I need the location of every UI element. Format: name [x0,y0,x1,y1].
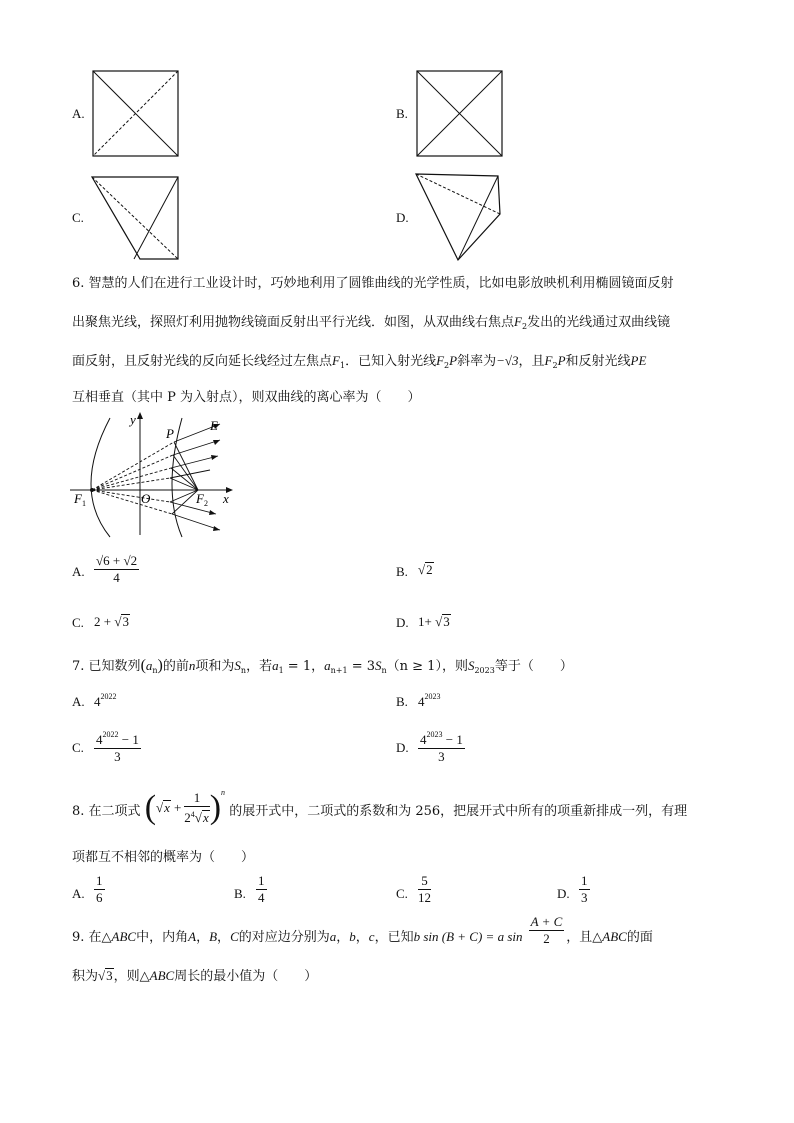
q9-a-lower: a [329,929,337,944]
q9-b-lower: b [349,929,356,944]
q8-d-num: 1 [581,873,588,888]
q6-hyperbola-figure [70,410,240,540]
q9-a-upper: A [188,929,197,944]
q6-f1: F [332,353,340,368]
q5-figure-a [92,70,180,158]
q9-c-upper: C [230,929,239,944]
q6-option-a-den: 4 [113,570,120,585]
q7-d-base: 4 [420,732,427,747]
q9-t6: 的面 [626,930,653,945]
q7-t5: 等于（ ） [494,659,573,674]
q9-rad3: 3 [106,968,113,983]
q9-b-upper: B [209,929,218,944]
q7-a-exp: 2022 [100,692,117,701]
q7-a1: a [272,658,279,673]
q8-a-num: 1 [96,873,103,888]
q6-option-a-label[interactable]: A. [72,564,85,579]
q6-option-b-value: √2 [418,562,433,577]
q7-n: n [188,658,196,673]
q9-text-2a: 积为 [72,969,99,984]
q7-t3: 项和为 [195,659,235,674]
q7-an-sub: n [152,666,158,675]
q6-option-d-value: 1+ √3 [418,614,450,629]
q7-option-a-value [94,692,117,710]
q6-option-a-value [94,553,139,586]
q9-abc-b: ABC [602,929,627,944]
q7-b-exp: 2023 [424,692,441,701]
q7-c-exp: 2022 [102,730,119,739]
q8-option-a-label[interactable]: A. [72,886,85,901]
q7-a1-sub: 1 [278,666,284,675]
q6-text-2b: 发出的光线通过双曲线镜 [527,315,671,330]
q9-t2: 中，内角 [136,930,189,945]
q8-root4: 4 [190,810,195,819]
q6-option-a-num: √6 + √2 [96,553,138,568]
q6-line-2 [72,312,732,337]
q7-sn: S [234,658,241,673]
q6-fig-x: x [223,491,229,506]
q5-option-d-label[interactable]: D. [396,210,409,225]
q6-fig-f1-sub: 1 [82,499,86,508]
q6-text-2a: 出聚焦光线，探照灯利用抛物线镜面反射出平行光线．如图，从双曲线右焦点 [72,315,515,330]
q6-text-3e: 和反射光线 [565,354,631,369]
q8-t2: 的展开式中，二项式的系数和为 256，把展开式中所有的项重新排成一列，有理 [229,804,688,819]
q9-text-2b: ，则△ [113,969,150,984]
q8-rad-x: x [164,800,170,815]
q5-option-c-label[interactable]: C. [72,210,84,225]
q8-option-c-label[interactable]: C. [396,886,408,901]
q6-fig-f2-sub: 2 [204,499,208,508]
q8-binomial: (√x + $\frac{1}{2^4√x}$ )$^n$ [144,788,226,826]
q7-t1: 已知数列 [88,659,141,674]
q7-an1-sub: n+1 [330,666,348,675]
q6-fig-o: O [141,491,151,506]
q9-t1: 在△ [88,930,112,945]
q7-option-d-value [418,727,465,765]
q7-option-a-label[interactable]: A. [72,694,85,709]
q8-fnum: 1 [184,790,209,807]
q9-abc-c: ABC [149,968,175,983]
q6-option-b-label[interactable]: B. [396,564,408,579]
q6-option-c-label[interactable]: C. [72,615,84,630]
q6-line-1 [72,274,732,294]
q7-option-c-value [94,727,141,765]
q7-a-base: 4 [94,694,101,709]
q7-cond: （n ≥ 1），则 [386,659,468,674]
q6-f2-b: F [436,353,445,368]
q7-option-d-label[interactable]: D. [396,740,409,755]
q9-fraction [529,914,565,947]
q7-number: 7. [72,659,85,674]
q9-t4: ，已知 [374,930,414,945]
q8-option-b-label[interactable]: B. [234,886,246,901]
q6-fig-f1: F [74,491,82,506]
q7-s2023: S [467,658,475,673]
q7-a1-eq: = 1， [283,659,325,674]
q6-option-d-rad: 3 [443,614,450,629]
q7-d-tail: − 1 [442,732,463,747]
q8-plus: + [173,800,182,815]
q6-text-1: 智慧的人们在进行工业设计时，巧妙地利用了圆锥曲线的光学性质，比如电影放映机利用椭圆镜面反射 [88,276,674,291]
q7-d-exp: 2023 [426,730,443,739]
q6-text-3d: ，且 [518,354,545,369]
q8-option-d-label[interactable]: D. [557,886,570,901]
q5-option-b-label[interactable]: B. [396,106,408,121]
q7-sn-sub: n [240,666,247,675]
q7-c-tail: − 1 [118,732,139,747]
q6-slope: −√3 [496,353,519,368]
q6-f2-c: F [544,353,553,368]
q6-option-c-int: 2 + [94,614,115,629]
q6-text-4: 互相垂直（其中 P 为入射点），则双曲线的离心率为（ ） [72,390,421,405]
q7-line-1: 7. 已知数列$(a_n)$的前n项和为$S_n$，若$a_1 = 1$，$a_{n+1} = 3S_n(n \ge 1)$，则$S_{2023}$等于（ ） [72,657,573,675]
q6-p: P [449,353,458,368]
q5-figure-d [414,172,506,262]
q8-fden-x: x [202,810,209,825]
q6-text-3b: ．已知入射光线 [345,354,437,369]
q7-an: a [145,658,153,673]
q9-t5: ，且△ [566,930,603,945]
q8-option-c-value [418,873,431,906]
q6-pe: PE [630,353,647,368]
q9-line-2: 积为√3，则△ABC周长的最小值为（ ） [72,968,318,984]
q7-s2-sub: n [381,666,387,675]
q8-option-d-value [579,873,590,906]
q8-text-2: 项都互不相邻的概率为（ ） [72,850,255,865]
q7-option-b-value [418,692,441,710]
q7-c-num [94,727,141,749]
q6-number: 6. [72,276,85,291]
q8-fden: $2^4√x$ [184,810,209,825]
q8-fraction [184,790,209,826]
q6-option-d-label[interactable]: D. [396,615,409,630]
q7-c-den: 3 [114,749,121,764]
q9-number: 9. [72,930,85,945]
q6-text-3a: 面反射，且反射光线的反向延长线经过左焦点 [72,354,333,369]
q8-option-a-value [94,873,105,906]
q8-option-b-value [256,873,267,906]
q7-b-base: 4 [418,694,425,709]
q5-figure-b [416,70,504,158]
q7-an1-eq: = 3 [347,659,375,674]
q6-option-c-rad: 3 [122,614,129,629]
q9-abc: ABC [111,929,137,944]
q8-b-den: 4 [258,890,265,905]
q8-c-num: 5 [418,873,431,890]
q7-s2023-sub: 2023 [474,666,495,675]
q6-line-4 [72,388,732,408]
q7-s2: S [375,658,382,673]
q6-fig-f2: F [196,491,204,506]
q7-d-num [418,727,465,749]
q8-t1: 在二项式 [88,804,141,819]
q6-f2-sub-b: 2 [444,361,450,370]
q8-line-1 [72,788,687,832]
q9-lhs: b sin (B + C) = a sin [413,929,523,944]
q9-line-1: 9. 在△ABC中，内角A，B，C的对应边分别为a，b，c，已知b sin (B + C) = a sin $\frac{A + C}{2}$ ，且△ABC的面 [72,914,653,946]
q6-fig-e: E [210,418,218,433]
q8-number: 8. [72,804,85,819]
q5-option-a-label[interactable]: A. [72,106,85,121]
q6-text-3c: 斜率为 [457,354,497,369]
q6-line-3 [72,351,732,376]
q6-f1-sub: 1 [339,361,346,370]
q9-fden: 2 [543,931,550,946]
q8-fden-2: 2 [184,810,191,825]
q6-option-b-rad: 2 [426,562,433,577]
q7-d-den: 3 [438,749,445,764]
q8-exp: n [221,788,226,797]
q6-fig-p: P [166,426,174,441]
q7-an1: a [324,658,331,673]
q6-p-b: P [557,353,566,368]
q9-fnum: A + C [530,914,563,929]
q6-f2-sub-c: 2 [552,361,558,370]
q8-line-2 [72,848,732,868]
q6-f2-sub: 2 [521,322,528,331]
q8-a-den: 6 [96,890,103,905]
q7-t4: ，若 [246,659,273,674]
q7-option-c-label[interactable]: C. [72,740,84,755]
q8-b-num: 1 [258,873,265,888]
q6-f2: F [514,314,522,329]
q6-option-d-int: 1+ [418,614,436,629]
q9-t3: 的对应边分别为 [238,930,330,945]
q6-fig-y: y [130,412,136,427]
q6-option-c-value: 2 + √3 [94,614,129,629]
q9-text-2c: 周长的最小值为（ ） [174,969,318,984]
q5-figure-c [90,175,182,261]
q7-c-base: 4 [96,732,103,747]
q9-c-lower: c [368,929,375,944]
q8-d-den: 3 [581,890,588,905]
q7-option-b-label[interactable]: B. [396,694,408,709]
q7-t2: 的前 [162,659,189,674]
q8-c-den: 12 [418,890,431,905]
